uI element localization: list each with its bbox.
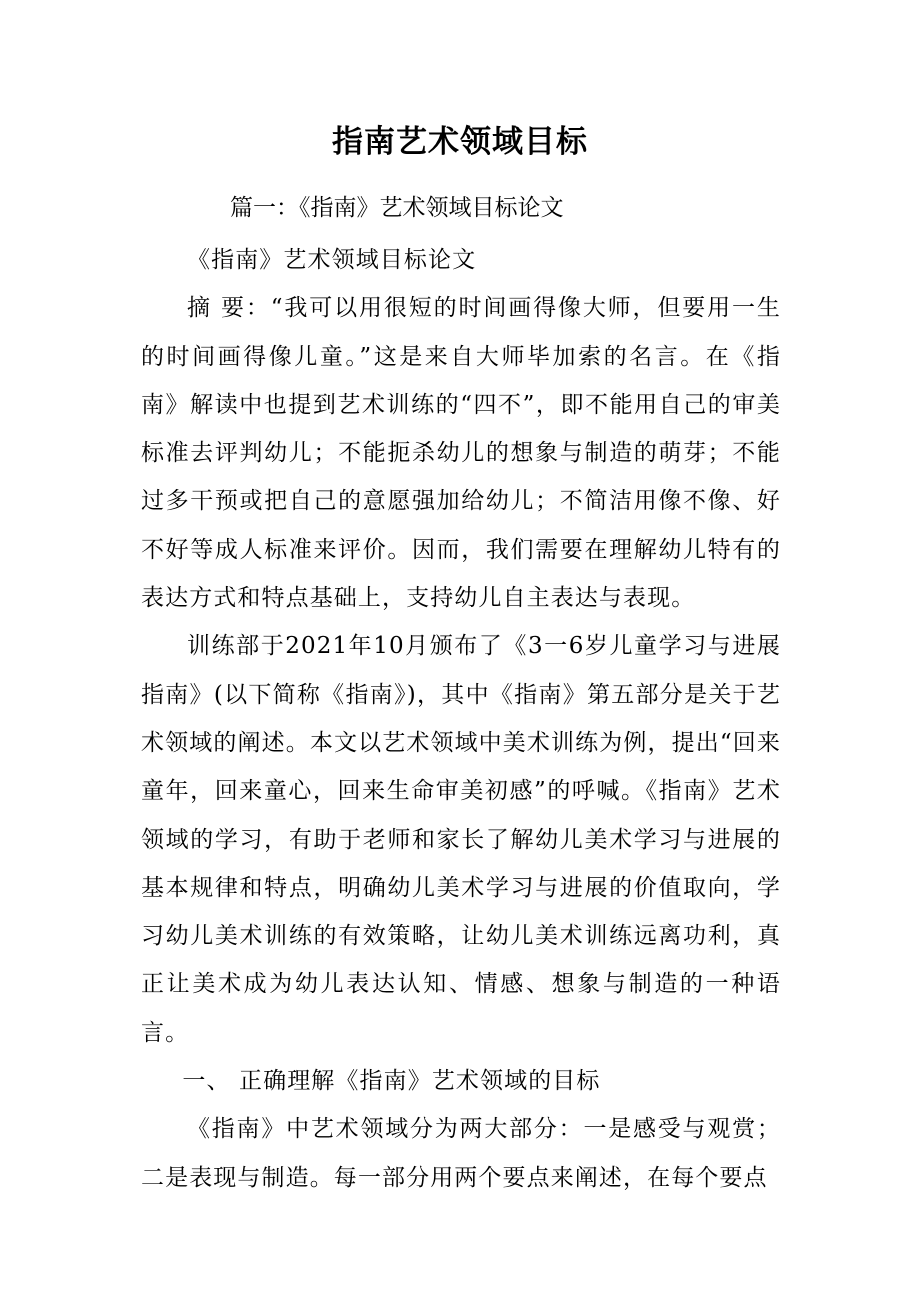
section-heading: 一、 正确理解《指南》艺术领域的目标	[182, 1068, 601, 1095]
document-title: 指南艺术领域目标	[332, 124, 588, 160]
paragraph-section-body: 《指南》中艺术领域分为两大部分：一是感受与观赏；二是表现与制造。每一部分用两个要点来阐述，在每个要点	[141, 1116, 781, 1191]
document-subtitle: 篇一：《指南》艺术领域目标论文	[230, 195, 564, 221]
paragraph-paper-title: 《指南》艺术领域目标论文	[187, 247, 477, 273]
paragraph-introduction: 训练部于2021年10月颁布了《3一6岁儿童学习与进展指南》(以下简称《指南》)，其中《指南》第五部分是关于艺术领域的阐述。本文以艺术领域中美术训练为例，提出“回来童年，回来童心，回来生命审美初感”的呼喊。《指南》艺术领域的学习，有助于老师和家长了解幼儿美术学习与进展的基本规律和特点，明确幼儿美术学习与进展的价值取向，学习幼儿美术训练的有效策略，让幼儿美术训练远离功利，真正让美术成为幼儿表达认知、情感、想象与制造的一种语言。	[141, 633, 781, 1046]
paragraph-abstract: 摘 要：“我可以用很短的时间画得像大师，但要用一生的时间画得像儿童。”这是来自大师毕加索的名言。在《指南》解读中也提到艺术训练的“四不”，即不能用自己的审美标准去评判幼儿；不能扼杀幼儿的想象与制造的萌芽；不能过多干预或把自己的意愿强加给幼儿；不简洁用像不像、好不好等成人标准来评价。因而，我们需要在理解幼儿特有的表达方式和特点基础上，支持幼儿自主表达与表现。	[141, 295, 781, 612]
document-body	[141, 236, 781, 1202]
